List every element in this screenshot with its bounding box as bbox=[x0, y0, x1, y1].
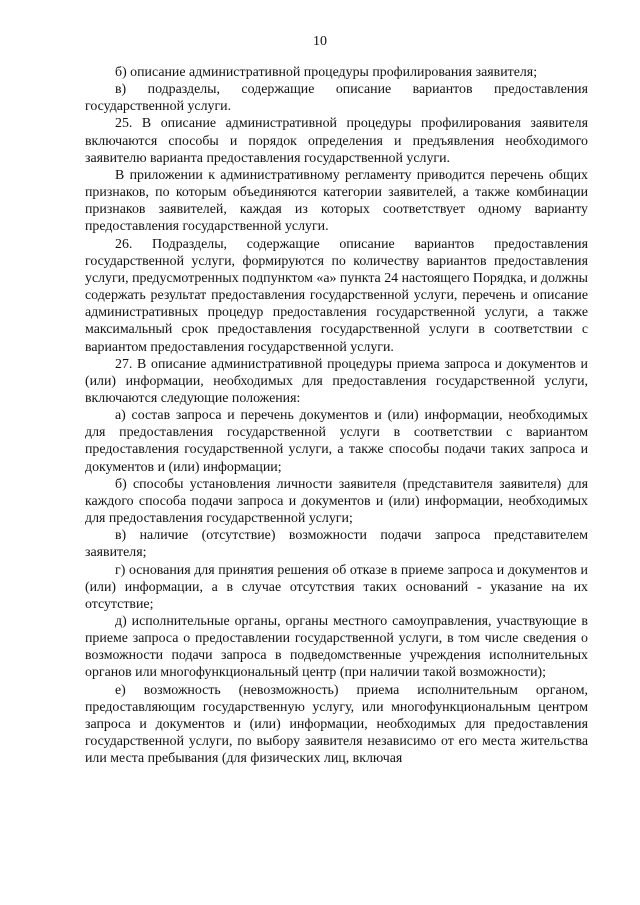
paragraph-item-27: 27. В описание административной процедуры приема запроса и документов и (или) информации, необходимых для предоставления государственной услуги, включаются следующие положения: bbox=[85, 356, 588, 406]
paragraph-item-25: 25. В описание административной процедуры профилирования заявителя включаются способы и порядок определения и предъявления необходимого заявителю варианта предоставления государственной услуги. bbox=[85, 116, 588, 166]
paragraph-item-27-d: д) исполнительные органы, органы местного самоуправления, участвующие в приеме запроса о предоставлении государственной услуги, в том числе сведения о возможности подачи запроса в подведомственные учреждения исполнительных органов или многофункциональный центр (при наличии такой возможности); bbox=[85, 614, 588, 681]
paragraph-item-27-g: г) основания для принятия решения об отказе в приеме запроса и документов и (или) информации, а в случае отсутствия таких оснований - указание на их отсутствие; bbox=[85, 562, 588, 612]
paragraph-item-27-e: е) возможность (невозможность) приема исполнительным органом, предоставляющим государственную услугу, или многофункциональным центром запроса и документов и (или) информации, необходимых для предоставления государственной услуги, по выбору заявителя независимо от его места жительства или места пребывания (для физических лиц, включая bbox=[85, 682, 588, 767]
paragraph-item-27-a: а) состав запроса и перечень документов и (или) информации, необходимых для предоставления государственной услуги в соответствии с вариантом предоставления государственной услуги, а также способы подачи таких запроса и документов и (или) информации; bbox=[85, 408, 588, 475]
document-body bbox=[85, 64, 588, 767]
paragraph-appendix-note: В приложении к административному регламенту приводится перечень общих признаков, по которым объединяются категории заявителей, а также комбинации признаков заявителей, каждая из которых соответствует одному варианту предоставления государственной услуги. bbox=[85, 167, 588, 235]
paragraph-subitem-v-subsections: в) подразделы, содержащие описание вариантов предоставления государственной услуги. bbox=[85, 82, 588, 115]
paragraph-item-27-b: б) способы установления личности заявителя (представителя заявителя) для каждого способа подачи запроса и документов и (или) информации, необходимых для предоставления государственной услуги; bbox=[85, 476, 588, 527]
paragraph-subitem-b-profiling: б) описание административной процедуры профилирования заявителя; bbox=[115, 65, 538, 80]
paragraph-item-26: 26. Подразделы, содержащие описание вариантов предоставления государственной услуги, формируются по количеству вариантов предоставления услуги, предусмотренных подпунктом «а» пункта 24 настоящего Порядка, и должны содержать результат предоставления государственной услуги, перечень и описание административных процедур предоставления государственной услуги, а также максимальный срок предоставления государственной услуги в соответствии с вариантом предоставления государственной услуги. bbox=[85, 236, 588, 355]
page-number: 10 bbox=[313, 34, 327, 49]
paragraph-item-27-v: в) наличие (отсутствие) возможности подачи запроса представителем заявителя; bbox=[85, 528, 588, 561]
